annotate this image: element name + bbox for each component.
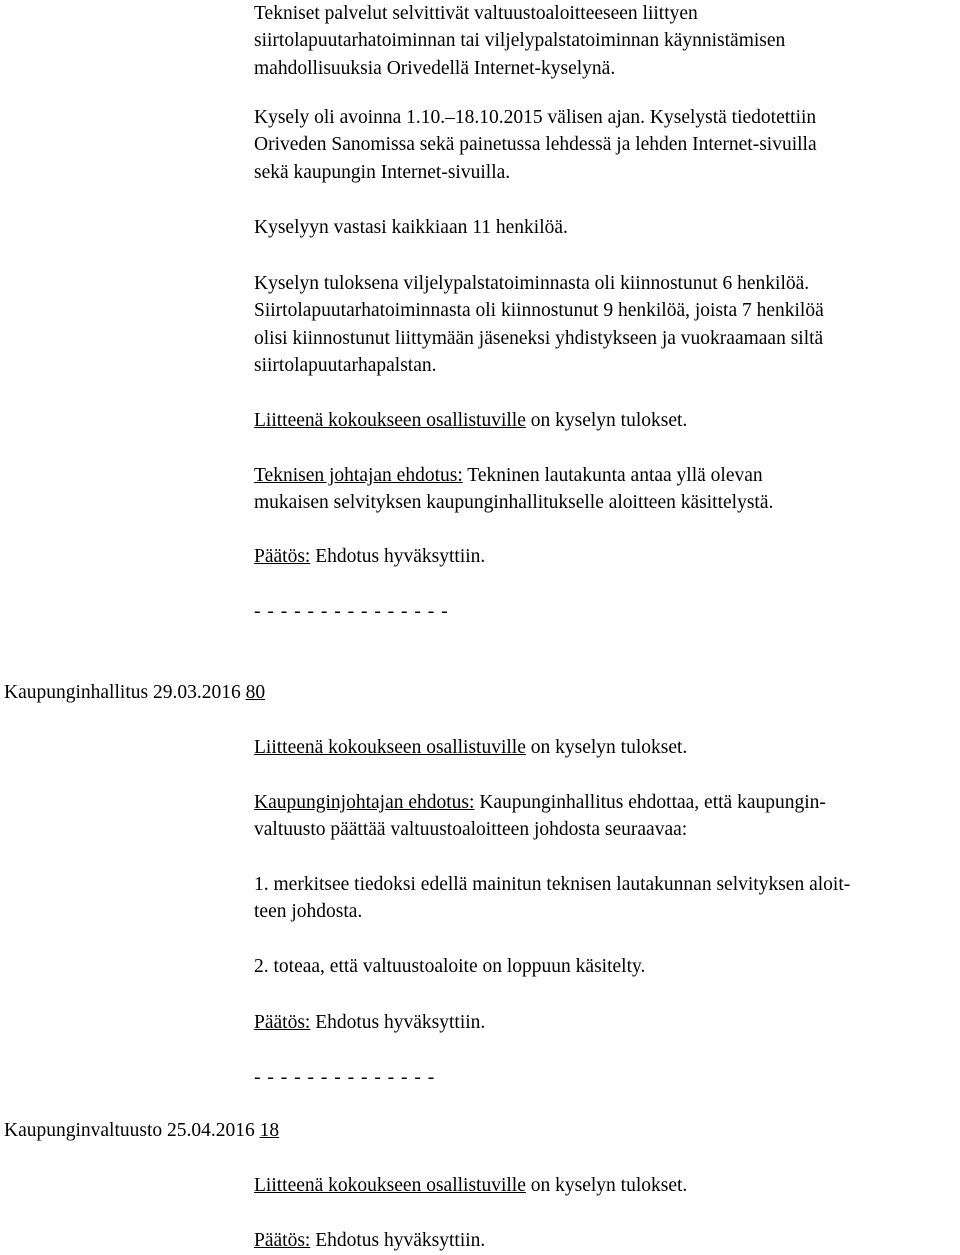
decision-paragraph-3: [254, 1227, 954, 1254]
city-board-item-number: 80: [245, 682, 266, 703]
city-council-heading-text: Kaupunginvaltuusto 25.04.2016: [4, 1120, 260, 1141]
decision-label-3: Päätös:: [254, 1230, 311, 1251]
survey-line-1: Kysely oli avoinna 1.10.–18.10.2015 välisen ajan. Kyselystä tiedotettiin: [254, 107, 817, 128]
technical-proposal-paragraph: [254, 462, 954, 517]
attachment-link-3[interactable]: Liitteenä kokoukseen osallistuville: [254, 1175, 526, 1196]
decision-label-2: Päätös:: [254, 1012, 311, 1033]
decision-text-3: Ehdotus hyväksyttiin.: [310, 1230, 486, 1251]
results-paragraph: [254, 270, 954, 379]
intro-paragraph: [254, 0, 954, 82]
attachment-rest-3: on kyselyn tulokset.: [525, 1175, 688, 1196]
results-line-4: siirtolapuutarhapalstan.: [254, 354, 437, 376]
decision-text-1: Ehdotus hyväksyttiin.: [310, 546, 486, 567]
proposal-item-1-line-2: teen johdosta.: [254, 901, 363, 923]
decision-paragraph-1: [254, 543, 954, 570]
mayor-proposal-line-1: Kaupunginhallitus ehdottaa, että kaupungin-: [474, 792, 826, 813]
separator-2: - - - - - - - - - - - - - -: [254, 1067, 436, 1088]
mayor-proposal-line-2: valtuusto päättää valtuustoaloitteen johdosta seuraavaa:: [254, 819, 688, 841]
survey-line-2: Oriveden Sanomissa sekä painetussa lehdessä ja lehden Internet-sivuilla: [254, 134, 817, 156]
decision-label-1: Päätös:: [254, 546, 311, 567]
decision-text-2: Ehdotus hyväksyttiin.: [310, 1012, 486, 1033]
respondents-line: Kyselyyn vastasi kaikkiaan 11 henkilöä.: [254, 217, 568, 238]
technical-proposal-line-1: Tekninen lautakunta antaa yllä olevan: [462, 465, 763, 486]
city-council-heading: [4, 1117, 279, 1144]
proposal-item-1: [254, 871, 954, 926]
proposal-item-1-line-1: 1. merkitsee tiedoksi edellä mainitun teknisen lautakunnan selvityksen aloit-: [254, 874, 851, 895]
attachment-paragraph-2: [254, 734, 954, 761]
results-line-2: Siirtolapuutarhatoiminnasta oli kiinnostunut 9 henkilöä, joista 7 henkilöä: [254, 300, 824, 322]
technical-proposal-line-2: mukaisen selvityksen kaupunginhallitukselle aloitteen käsittelystä.: [254, 492, 774, 514]
technical-proposal-label: Teknisen johtajan ehdotus:: [254, 465, 463, 486]
results-line-3: olisi kiinnostunut liittymään jäseneksi yhdistykseen ja vuokraamaan siltä: [254, 327, 824, 349]
intro-line-2: siirtolapuutarhatoiminnan tai viljelypalstatoiminnan käynnistämisen: [254, 30, 786, 52]
intro-line-3: mahdollisuuksia Orivedellä Internet-kyselynä.: [254, 57, 616, 79]
survey-paragraph: [254, 104, 954, 186]
proposal-item-2: [254, 953, 954, 980]
respondents-paragraph: [254, 214, 954, 241]
attachment-paragraph-3: [254, 1172, 954, 1199]
separator-1: - - - - - - - - - - - - - - -: [254, 601, 449, 622]
attachment-paragraph-1: [254, 407, 954, 434]
city-council-item-number: 18: [259, 1120, 280, 1141]
intro-line-1: Tekniset palvelut selvittivät valtuustoaloitteeseen liittyen: [254, 3, 698, 24]
city-board-heading: [4, 679, 265, 706]
mayor-proposal-paragraph: [254, 789, 954, 844]
mayor-proposal-label: Kaupunginjohtajan ehdotus:: [254, 792, 475, 813]
city-board-heading-text: Kaupunginhallitus 29.03.2016: [4, 682, 246, 703]
attachment-link-2[interactable]: Liitteenä kokoukseen osallistuville: [254, 737, 526, 758]
survey-line-3: sekä kaupungin Internet-sivuilla.: [254, 161, 511, 183]
attachment-rest-2: on kyselyn tulokset.: [525, 737, 688, 758]
proposal-item-2-text: 2. toteaa, että valtuustoaloite on loppuun käsitelty.: [254, 956, 646, 977]
attachment-rest-1: on kyselyn tulokset.: [525, 410, 688, 431]
results-line-1: Kyselyn tuloksena viljelypalstatoiminnasta oli kiinnostunut 6 henkilöä.: [254, 273, 810, 294]
decision-paragraph-2: [254, 1009, 954, 1036]
attachment-link-1[interactable]: Liitteenä kokoukseen osallistuville: [254, 410, 526, 431]
